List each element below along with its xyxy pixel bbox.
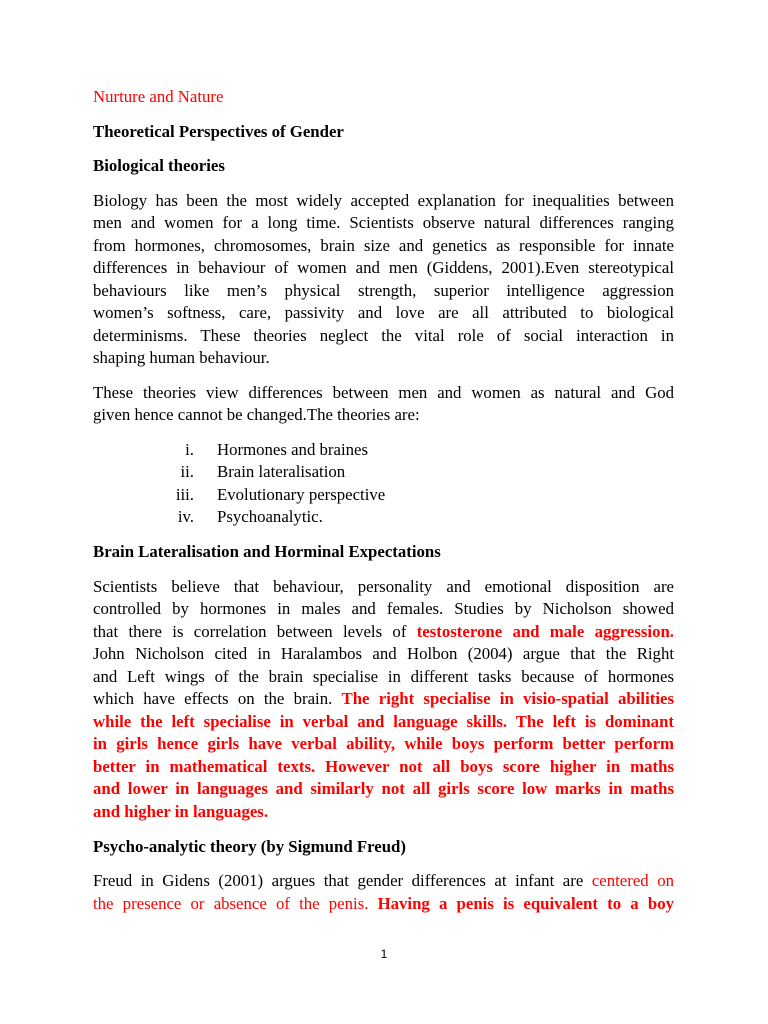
highlighted-text: the presence or absence of the penis. [93, 894, 369, 913]
list-item: Psychoanalytic. [217, 507, 323, 526]
text-run: Freud in Gidens (2001) argues that gender differences at infant are [93, 871, 584, 890]
text-run: which have effects on the brain. [93, 689, 333, 708]
section-heading-biological: Biological theories [93, 156, 225, 175]
paragraph-line: Biology has been the most widely accepted explanation for inequalities between [93, 191, 674, 210]
page-number: 1 [380, 947, 388, 961]
section-heading-psycho: Psycho-analytic theory (by Sigmund Freud) [93, 837, 406, 856]
highlighted-line: while the left specialise in verbal and language skills. The left is dominant [93, 712, 674, 731]
highlighted-line: and lower in languages and similarly not all girls score low marks in maths [93, 779, 674, 798]
list-item: Brain lateralisation [217, 462, 346, 481]
paragraph-line: and Left wings of the brain specialise in different tasks because of hormones [93, 667, 674, 686]
highlighted-line: and higher in languages. [93, 802, 269, 821]
document-title: Nurture and Nature [93, 87, 224, 106]
paragraph-line: Scientists believe that behaviour, personality and emotional disposition are [93, 577, 674, 596]
highlighted-line: in girls hence girls have verbal ability, while boys perform better perform [93, 734, 674, 753]
highlighted-text: testosterone and male aggression. [416, 622, 674, 641]
highlighted-text: The right specialise in visio-spatial abilities [341, 689, 674, 708]
section-heading-brain: Brain Lateralisation and Horminal Expectations [93, 542, 441, 561]
paragraph-line: shaping human behaviour. [93, 348, 270, 367]
paragraph-line: from hormones, chromosomes, brain size and genetics as responsible for innate [93, 236, 674, 255]
paragraph-line: behaviours like men’s physical strength, superior intelligence aggression [93, 281, 674, 300]
text-run: that there is correlation between levels of [93, 622, 407, 641]
document-subtitle: Theoretical Perspectives of Gender [93, 122, 344, 141]
paragraph-line: given hence cannot be changed.The theories are: [93, 405, 420, 424]
paragraph-line [93, 870, 674, 892]
paragraph-line: women’s softness, care, passivity and love are all attributed to biological [93, 303, 674, 322]
paragraph-line: differences in behaviour of women and men (Giddens, 2001).Even stereotypical [93, 258, 674, 277]
highlighted-text: centered on [591, 871, 675, 890]
paragraph-line [93, 621, 674, 643]
paragraph-line [93, 688, 674, 710]
paragraph-line: controlled by hormones in males and females. Studies by Nicholson showed [93, 599, 674, 618]
highlighted-text: Having a penis is equivalent to a boy [377, 894, 674, 913]
list-item: Evolutionary perspective [217, 485, 386, 504]
paragraph-line: determinisms. These theories neglect the vital role of social interaction in [93, 326, 674, 345]
paragraph-line [93, 893, 674, 915]
highlighted-line: better in mathematical texts. However not all boys score higher in maths [93, 757, 674, 776]
paragraph-line: John Nicholson cited in Haralambos and Holbon (2004) argue that the Right [93, 644, 674, 663]
paragraph-line: men and women for a long time. Scientists observe natural differences ranging [93, 213, 674, 232]
paragraph-line: These theories view differences between men and women as natural and God [93, 383, 674, 402]
document-page: Nurture and Nature Theoretical Perspectives of Gender Biological theories Biology has been the most widely accepted explanation for inequalities between men and women for a long time. Scientists observe natural differences ranging from hormones, chromosomes, brain size and genetics as responsible for innate differences in behaviour of women and men (Giddens, 2001).Even stereotypical behaviours like men’s physical strength, superior intelligence aggression women’s softness, care, passivity and love are all attributed to biological determinisms. These theories neglect the vital role of social interaction in shaping human behaviour. These theories view differences between men and women as natural and God given hence cannot be changed.The theories are: i. Hormones and braines ii. Brain lateralisation iii. Evolutionary perspective iv. Psychoanalytic. Brain Lateralisation and Horminal Expectations Scientists believe that behaviour, personality and emotional disposition are controlled by hormones in males and females. Studies by Nicholson showed that there is correlation between levels of testosterone and male aggression. John Nicholson cited in Haralambos and Holbon (2004) argue that the Right and Left wings of the brain specialise in different tasks because of hormones which have effects on the brain. The right specialise in visio-spatial abilities while the left specialise in verbal and language skills. The left is dominant in girls hence girls have verbal ability, while boys perform better perform better in mathematical texts. However not all boys score higher in maths and lower in languages and similarly not all girls score low marks in maths and higher in languages. Psycho-analytic theory (by Sigmund Freud) Freud in Gidens (2001) argues that gender differences at infant are centered on the presence or absence of the penis. Having a penis is equivalent to a boy 1 [0, 0, 768, 1024]
list-item: Hormones and braines [217, 440, 368, 459]
